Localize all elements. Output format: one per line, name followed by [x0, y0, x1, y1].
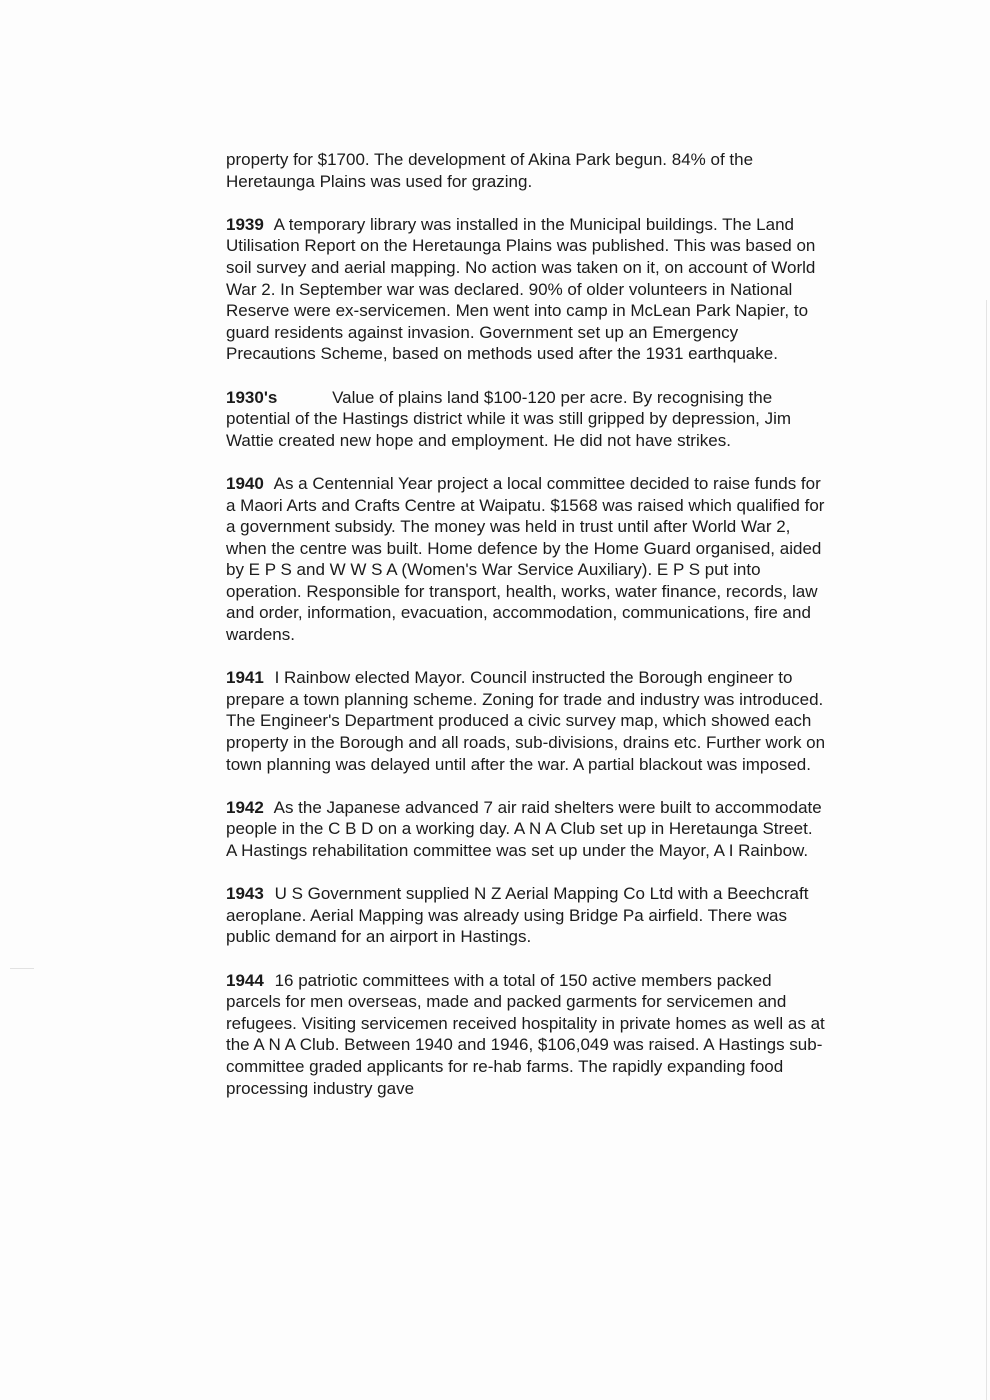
scan-edge-line — [986, 300, 987, 1400]
entry-text: As the Japanese advanced 7 air raid shelters were built to accommodate people in the C B D on a working day. A N A Club set up in Heretaunga Street. A Hastings rehabilitation committee was set up under the Mayor, A I Rainbow. — [226, 797, 822, 860]
entry-text: I Rainbow elected Mayor. Council instructed the Borough engineer to prepare a town planning scheme. Zoning for trade and industry was introduced. The Engineer's Department produced a civic survey map, which showed each property in the Borough and all roads, sub-divisions, drains etc. Further work on town planning was delayed until after the war. A partial blackout was imposed. — [226, 668, 826, 774]
entry-year: 1941 — [226, 668, 264, 688]
entry-year: 1930's — [226, 387, 278, 407]
entry-1939 — [226, 214, 826, 365]
entry-text: 16 patriotic committees with a total of 150 active members packed parcels for men overseas, made and packed garments for servicemen and refugees. Visiting servicemen received hospitality in private homes as well as at the A N A Club. Between 1940 and 1946, $106,049 was raised. A Hastings sub-committee graded applicants for re-hab farms. The rapidly expanding food processing industry gave — [226, 970, 825, 1098]
document-body — [226, 149, 826, 1121]
continuation-paragraph: property for $1700. The development of Akina Park begun. 84% of the Heretaunga Plains was used for grazing. — [226, 150, 754, 191]
entry-text: As a Centennial Year project a local committee decided to raise funds for a Maori Arts and Crafts Centre at Waipatu. $1568 was raised which qualified for a government subsidy. The money was held in trust until after World War 2, when the centre was built. Home defence by the Home Guard organised, aided by E P S and W W S A (Women's War Service Auxiliary). E P S put into operation. Responsible for transport, health, works, water finance, records, law and order, information, evacuation, accommodation, communications, fire and wardens. — [226, 473, 825, 645]
entry-year: 1939 — [226, 214, 264, 234]
entry-text: Value of plains land $100-120 per acre. By recognising the potential of the Hastings district while it was still gripped by depression, Jim Wattie created new hope and employment. He did not have strikes. — [226, 387, 792, 450]
entry-text: A temporary library was installed in the Municipal buildings. The Land Utilisation Report on the Heretaunga Plains was published. This was based on soil survey and aerial mapping. No action was taken on it, on account of World War 2. In September war was declared. 90% of older volunteers in National Reserve were ex-servicemen. Men went into camp in McLean Park Napier, to guard residents against invasion. Government set up an Emergency Precautions Scheme, based on methods used after the 1931 earthquake. — [226, 214, 816, 364]
entry-1943 — [226, 883, 826, 948]
entry-1941 — [226, 667, 826, 775]
entry-1942 — [226, 797, 826, 862]
entry-year: 1942 — [226, 797, 264, 817]
entry-text: U S Government supplied N Z Aerial Mapping Co Ltd with a Beechcraft aeroplane. Aerial Mapping was already using Bridge Pa airfield. There was public demand for an airport in Hastings. — [226, 884, 809, 947]
entry-1944 — [226, 970, 826, 1100]
entry-1940 — [226, 473, 826, 646]
entry-year: 1943 — [226, 884, 264, 904]
scan-margin-mark — [10, 968, 34, 969]
entry-1930s — [226, 387, 826, 452]
entry-year: 1944 — [226, 970, 264, 990]
entry-year: 1940 — [226, 473, 264, 493]
